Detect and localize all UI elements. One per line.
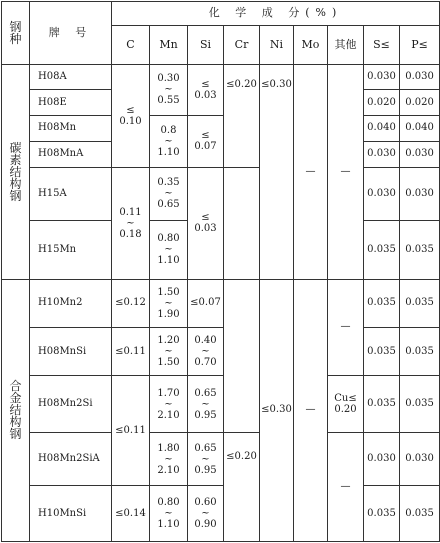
header-si: Si: [188, 25, 224, 64]
header-c: C: [112, 25, 150, 64]
grade-cell: H08MnSi: [30, 327, 112, 375]
grade-cell: H10MnSi: [30, 486, 112, 542]
s-value-cell: 0.035: [364, 279, 400, 327]
header-ni: Ni: [260, 25, 294, 64]
grade-cell: H08Mn2Si: [30, 376, 112, 433]
mn-value-cell: 0.80 ~ 1.10: [150, 221, 188, 280]
p-value-cell: 0.020: [400, 90, 440, 116]
cr-value-cell: ≤0.20: [224, 432, 260, 541]
header-cr: Cr: [224, 25, 260, 64]
p-value-cell: 0.030: [400, 141, 440, 167]
si-value-cell: 0.60 ~ 0.90: [188, 486, 224, 542]
other-value-cell: —: [328, 432, 364, 541]
s-value-cell: 0.035: [364, 376, 400, 433]
chemical-composition-table: [1, 1, 440, 542]
mn-value-cell: 0.30 ~ 0.55: [150, 64, 188, 115]
c-value-cell: ≤0.11: [112, 327, 150, 375]
grade-cell: H10Mn2: [30, 279, 112, 327]
p-value-cell: 0.035: [400, 376, 440, 433]
grade-cell: H15A: [30, 167, 112, 220]
mn-value-cell: 1.20 ~ 1.50: [150, 327, 188, 375]
mn-value-cell: 1.80 ~ 2.10: [150, 432, 188, 485]
s-value-cell: 0.020: [364, 90, 400, 116]
group-label-carbon-steel: 碳 素 结 构 钢: [2, 64, 30, 279]
cr-value-cell: [224, 167, 260, 279]
s-value-cell: 0.035: [364, 327, 400, 375]
p-value-cell: 0.030: [400, 432, 440, 485]
s-value-cell: 0.035: [364, 486, 400, 542]
c-value-cell: 0.11 ~ 0.18: [112, 167, 150, 279]
grade-cell: H08MnA: [30, 141, 112, 167]
ni-value-cell: ≤0.30: [260, 279, 294, 541]
si-value-cell: 0.65 ~ 0.95: [188, 376, 224, 433]
grade-cell: H08A: [30, 64, 112, 90]
other-value-cell: —: [328, 279, 364, 376]
header-grade: 牌 号: [30, 2, 112, 65]
p-value-cell: 0.035: [400, 221, 440, 280]
header-s: S≤: [364, 25, 400, 64]
other-value-cell: —: [328, 64, 364, 279]
s-value-cell: 0.030: [364, 141, 400, 167]
mo-value-cell: —: [294, 279, 328, 541]
si-value-cell: ≤ 0.07: [188, 116, 224, 167]
cr-value-cell: ≤0.20: [224, 64, 260, 167]
mn-value-cell: 1.70 ~ 2.10: [150, 376, 188, 433]
p-value-cell: 0.035: [400, 486, 440, 542]
si-value-cell: 0.40 ~ 0.70: [188, 327, 224, 375]
grade-cell: H08E: [30, 90, 112, 116]
s-value-cell: 0.035: [364, 221, 400, 280]
cr-value-cell: [224, 279, 260, 432]
p-value-cell: 0.035: [400, 279, 440, 327]
ni-value-cell: ≤0.30: [260, 64, 294, 279]
p-value-cell: 0.030: [400, 64, 440, 90]
p-value-cell: 0.035: [400, 327, 440, 375]
header-steel-type: 钢 种: [2, 2, 30, 65]
grade-cell: H08Mn: [30, 116, 112, 142]
s-value-cell: 0.030: [364, 64, 400, 90]
c-value-cell: ≤0.11: [112, 376, 150, 486]
c-value-cell: ≤0.12: [112, 279, 150, 327]
grade-cell: H15Mn: [30, 221, 112, 280]
header-other: 其他: [328, 25, 364, 64]
p-value-cell: 0.040: [400, 116, 440, 142]
s-value-cell: 0.040: [364, 116, 400, 142]
header-chemical-composition: 化 学 成 分(%): [112, 2, 440, 26]
s-value-cell: 0.030: [364, 432, 400, 485]
mn-value-cell: 0.80 ~ 1.10: [150, 486, 188, 542]
si-value-cell: ≤ 0.03: [188, 167, 224, 279]
header-p: P≤: [400, 25, 440, 64]
si-value-cell: 0.65 ~ 0.95: [188, 432, 224, 485]
mn-value-cell: 0.35 ~ 0.65: [150, 167, 188, 220]
other-value-cell: Cu≤ 0.20: [328, 376, 364, 433]
header-mn: Mn: [150, 25, 188, 64]
c-value-cell: ≤ 0.10: [112, 64, 150, 167]
grade-cell: H08Mn2SiA: [30, 432, 112, 485]
p-value-cell: 0.030: [400, 167, 440, 220]
mo-value-cell: —: [294, 64, 328, 279]
si-value-cell: ≤0.07: [188, 279, 224, 327]
mn-value-cell: 0.8 ~ 1.10: [150, 116, 188, 167]
s-value-cell: 0.030: [364, 167, 400, 220]
group-label-alloy-steel: 合 金 结 构 钢: [2, 279, 30, 541]
header-mo: Mo: [294, 25, 328, 64]
si-value-cell: ≤ 0.03: [188, 64, 224, 115]
c-value-cell: ≤0.14: [112, 486, 150, 542]
mn-value-cell: 1.50 ~ 1.90: [150, 279, 188, 327]
